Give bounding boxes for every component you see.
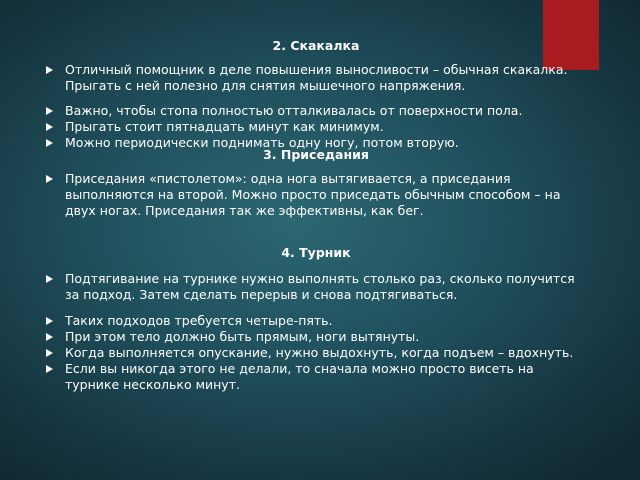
- bullet-arrow-icon: [46, 139, 53, 147]
- section-title-jump-rope: 2. Скакалка: [272, 38, 360, 53]
- bullet-text: Когда выполняется опускание, нужно выдохнуть, когда подъем – вдохнуть.: [65, 345, 574, 360]
- bullet-arrow-icon: [46, 349, 53, 357]
- bullet-item: [46, 103, 586, 119]
- bullet-item: [46, 329, 586, 345]
- bullet-text: Можно периодически поднимать одну ногу, потом вторую.: [65, 135, 459, 150]
- bullet-text: При этом тело должно быть прямым, ноги вытянуты.: [65, 329, 420, 344]
- bullet-list-jump-rope: [46, 62, 586, 151]
- bullet-arrow-icon: [46, 66, 53, 74]
- bullet-item: [46, 345, 586, 361]
- bullet-arrow-icon: [46, 123, 53, 131]
- bullet-list-pullup-bar: [46, 271, 586, 393]
- bullet-item: [46, 313, 586, 329]
- bullet-text: Отличный помощник в деле повышения выносливости – обычная скакалка. Прыгать с ней полезно для снятия мышечного напряжения.: [65, 62, 568, 93]
- slide-content: [46, 38, 586, 393]
- bullet-arrow-icon: [46, 317, 53, 325]
- bullet-arrow-icon: [46, 333, 53, 341]
- bullet-arrow-icon: [46, 107, 53, 115]
- bullet-text: Важно, чтобы стопа полностью отталкивалась от поверхности пола.: [65, 103, 523, 118]
- bullet-arrow-icon: [46, 275, 53, 283]
- bullet-arrow-icon: [46, 365, 53, 373]
- section-title-squats: 3. Приседания: [263, 147, 369, 162]
- bullet-text: Таких подходов требуется четыре-пять.: [65, 313, 333, 328]
- bullet-item: [46, 119, 586, 135]
- bullet-text: Приседания «пистолетом»: одна нога вытягивается, а приседания выполняются на второй. Можно просто приседать обычным способом – на двух ногах. Приседания так же эффективны, как бег.: [65, 171, 561, 218]
- bullet-item: [46, 171, 586, 219]
- bullet-list-squats: [46, 171, 586, 219]
- bullet-item: [46, 62, 586, 94]
- bullet-text: Прыгать стоит пятнадцать минут как минимум.: [65, 119, 384, 134]
- section-title-pullup-bar: 4. Турник: [281, 245, 351, 260]
- bullet-arrow-icon: [46, 175, 53, 183]
- bullet-item: [46, 361, 586, 393]
- bullet-text: Подтягивание на турнике нужно выполнять столько раз, сколько получится за подход. Затем сделать перерыв и снова подтягиваться.: [65, 271, 575, 302]
- bullet-item: [46, 271, 586, 303]
- bullet-text: Если вы никогда этого не делали, то сначала можно просто висеть на турнике несколько минут.: [65, 361, 534, 392]
- bullet-item: [46, 135, 586, 151]
